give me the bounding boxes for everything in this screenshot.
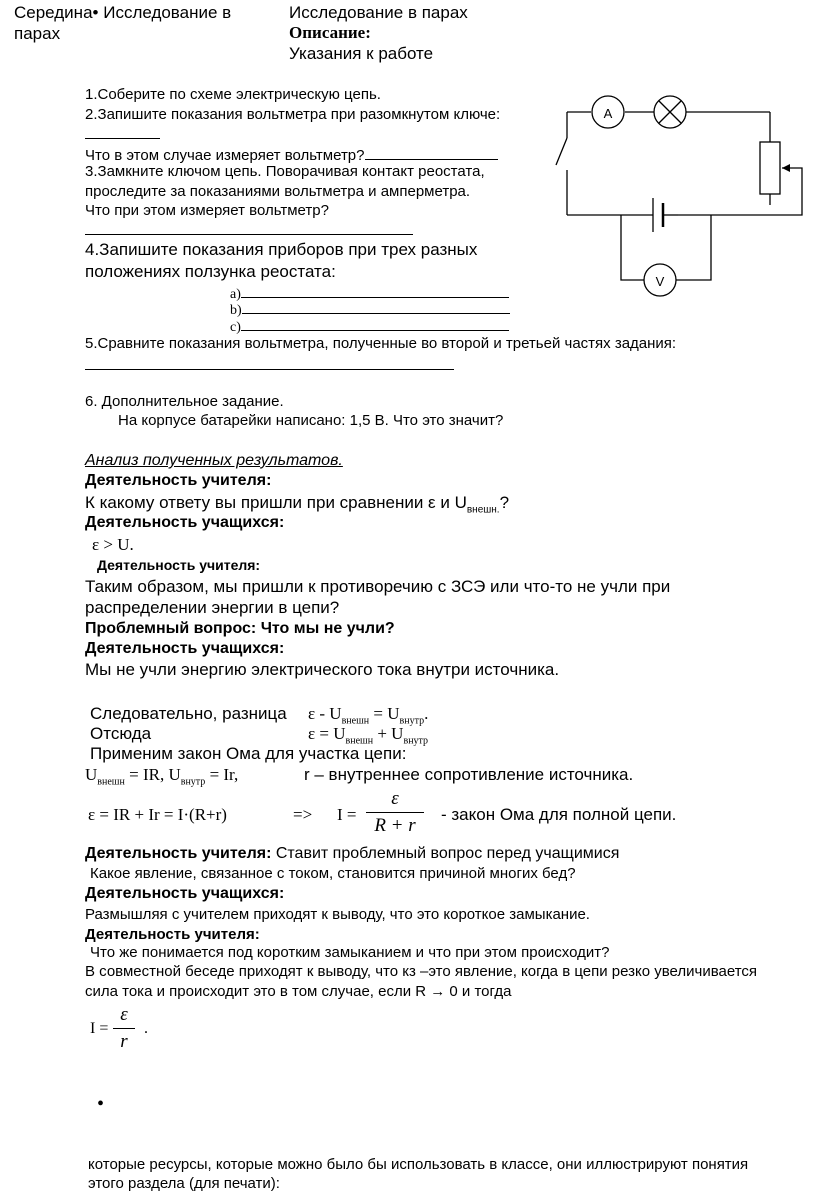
question-1-text: К какому ответу вы пришли при сравнении ε и U	[85, 493, 467, 512]
full-circuit-law: - закон Ома для полной цепи.	[441, 805, 677, 824]
formula-4	[85, 765, 238, 788]
footer-line-1: которые ресурсы, которые можно было бы использовать в классе, они иллюстрируют понятия	[88, 1156, 749, 1173]
teacher-label-2: Деятельность учителя:	[97, 557, 261, 573]
footer-line-2: этого раздела (для печати):	[88, 1175, 280, 1192]
formula-5-i: I =	[337, 805, 357, 824]
formula-2-sub1: внешн	[345, 735, 374, 747]
formula-4-part2: = IR, U	[124, 765, 181, 784]
bullet-icon: •	[92, 3, 99, 22]
task-1: 1.Соберите по схеме электрическую цепь.	[85, 86, 381, 103]
task-2-question-blank	[365, 145, 498, 160]
task-3-line1: 3.Замкните ключом цепь. Поворачивая контакт реостата,	[85, 163, 485, 180]
question-1-sub: внешн.	[466, 504, 500, 516]
formula-6-denominator: r	[120, 1031, 128, 1052]
formula-5: ε = IR + Ir = I·(R+r)	[88, 805, 227, 824]
task-2-answer-line	[85, 124, 160, 144]
question-4: Что же понимается под коротким замыканием и что при этом происходит?	[90, 944, 610, 961]
formula-2-part2: + U	[373, 724, 404, 743]
task-4-b-label: b)	[230, 303, 242, 318]
task-4-c	[230, 316, 509, 336]
task-5-answer-line	[85, 355, 454, 375]
teacher-label-4: Деятельность учителя:	[85, 926, 260, 943]
ammeter-icon	[592, 96, 624, 128]
formula-2-sub2: внутр	[403, 735, 429, 747]
teacher-block-3	[85, 845, 619, 863]
students-text-3: Размышляя с учителем приходят к выводу, что это короткое замыкание.	[85, 906, 590, 923]
task-3-line2: проследите за показаниями вольтметра и амперметра.	[85, 183, 471, 200]
task-4-a-label: a)	[230, 287, 241, 302]
formula-4-sub2: внутр	[180, 776, 206, 788]
formula-4-sub1: внешн	[97, 776, 125, 788]
formula-5-denominator: R + r	[374, 815, 416, 836]
formula-5-implies: =>	[293, 805, 313, 824]
task-4-line1: 4.Запишите показания приборов при трех разных	[85, 240, 478, 259]
lamp-icon	[654, 96, 686, 128]
formula-5-numerator: ε	[391, 788, 399, 809]
header-description: Описание:	[289, 23, 371, 42]
internal-resistance-note: r – внутреннее сопротивление источника.	[304, 765, 634, 784]
header-left-line1	[14, 3, 231, 23]
question-1-end: ?	[499, 493, 510, 512]
paragraph-5: сила тока и происходит это в том случае, если R → 0 и тогда	[85, 983, 512, 1000]
bullet-icon: •	[97, 1093, 105, 1115]
header-left-word2: Исследование в	[103, 3, 232, 22]
question-3: Какое явление, связанное с током, становится причиной многих бед?	[90, 865, 576, 882]
task-3-answer-line	[85, 220, 413, 240]
teacher-label-3: Деятельность учителя:	[85, 845, 272, 862]
students-label-2: Деятельность учащихся:	[85, 640, 285, 657]
students-label-1: Деятельность учащихся:	[85, 514, 285, 531]
task-5: 5.Сравните показания вольтметра, полученные во второй и третьей частях задания:	[85, 335, 677, 352]
formula-5-fraction	[366, 788, 424, 837]
ohm-law-intro: Применим закон Ома для участка цепи:	[90, 744, 407, 763]
analysis-heading: Анализ полученных результатов.	[85, 452, 343, 469]
formula-6-end: .	[144, 1020, 148, 1037]
header-left-word: Середина	[14, 3, 93, 22]
formula-6-i: I =	[90, 1020, 109, 1037]
voltmeter-label: V	[655, 274, 665, 289]
formula-6-numerator: ε	[120, 1004, 128, 1025]
ammeter-label: A	[603, 106, 613, 121]
formula-1-sub1: внешн	[341, 715, 370, 727]
header-left-line2: парах	[14, 24, 61, 43]
answer-1: ε > U.	[92, 535, 134, 554]
students-label-3: Деятельность учащихся:	[85, 885, 285, 902]
formula-4-part3: = Ir,	[205, 765, 239, 784]
header-instructions: Указания к работе	[289, 44, 434, 63]
paragraph-4: В совместной беседе приходят к выводу, что кз –это явление, когда в цепи резко увеличивается	[85, 963, 758, 980]
formula-1-end: .	[424, 704, 429, 723]
circuit-diagram	[550, 90, 810, 300]
paragraph-1: Таким образом, мы пришли к противоречию с ЗСЭ или что-то не учли при	[85, 577, 671, 596]
header-title: Исследование в парах	[289, 3, 468, 22]
formula-1-label: Следовательно, разница	[90, 704, 287, 723]
paragraph-2: распределении энергии в цепи?	[85, 598, 340, 617]
formula-1-sub2: внутр	[399, 715, 425, 727]
teacher-label-1: Деятельность учителя:	[85, 472, 272, 489]
teacher-text-3: Ставит проблемный вопрос перед учащимися	[271, 845, 620, 862]
formula-4-u: U	[85, 765, 98, 784]
formula-2-part1: ε = U	[308, 724, 346, 743]
task-2-question-text: Что в этом случае измеряет вольтметр?	[85, 147, 365, 164]
formula-1-part2: = U	[369, 704, 400, 723]
task-6-question: На корпусе батарейки написано: 1,5 В. Что это значит?	[118, 412, 504, 429]
task-3-line3: Что при этом измеряет вольтметр?	[85, 202, 329, 219]
problem-question: Проблемный вопрос: Что мы не учли?	[85, 620, 395, 637]
task-4-c-label: c)	[230, 320, 241, 335]
paragraph-3: Мы не учли энергию электрического тока внутри источника.	[85, 660, 560, 679]
question-1	[85, 493, 509, 516]
formula-1-part1: ε - U	[308, 704, 342, 723]
voltmeter-icon	[644, 264, 676, 296]
task-2-question	[85, 145, 498, 164]
task-2: 2.Запишите показания вольтметра при разомкнутом ключе:	[85, 106, 501, 123]
task-4-line2: положениях ползунка реостата:	[85, 262, 336, 281]
formula-6-fraction	[113, 1004, 135, 1053]
task-6: 6. Дополнительное задание.	[85, 393, 284, 410]
formula-2-label: Отсюда	[90, 724, 152, 743]
